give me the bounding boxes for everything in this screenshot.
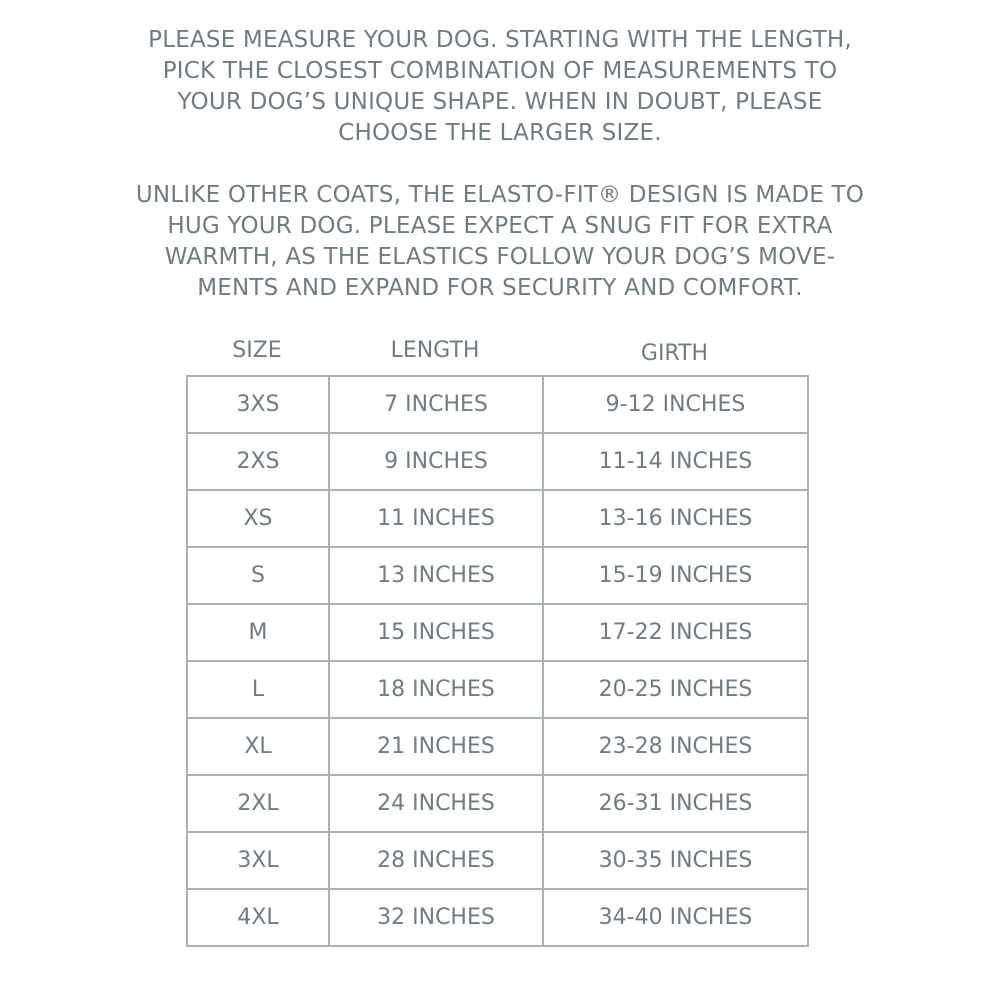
fit-note-line: HUG YOUR DOG. PLEASE EXPECT A SNUG FIT FOR EXTRA (167, 213, 833, 239)
size-cell: XL (187, 718, 329, 775)
girth-cell: 15-19 INCHES (543, 547, 808, 604)
size-cell: S (187, 547, 329, 604)
length-cell: 9 INCHES (329, 433, 543, 490)
measuring-instructions (0, 25, 1000, 149)
size-cell: L (187, 661, 329, 718)
length-cell: 13 INCHES (329, 547, 543, 604)
length-column-header: LENGTH (390, 338, 480, 363)
table-row (187, 490, 808, 547)
size-cell: 2XL (187, 775, 329, 832)
size-cell: 3XS (187, 376, 329, 433)
girth-cell: 23-28 INCHES (543, 718, 808, 775)
size-cell: M (187, 604, 329, 661)
table-row (187, 718, 808, 775)
length-cell: 28 INCHES (329, 832, 543, 889)
table-row (187, 661, 808, 718)
length-cell: 32 INCHES (329, 889, 543, 946)
instructions-line: PLEASE MEASURE YOUR DOG. STARTING WITH THE LENGTH, (148, 27, 852, 53)
size-cell: 2XS (187, 433, 329, 490)
girth-cell: 26-31 INCHES (543, 775, 808, 832)
girth-column-header: GIRTH (640, 341, 709, 366)
length-cell: 11 INCHES (329, 490, 543, 547)
size-cell: 3XL (187, 832, 329, 889)
length-cell: 24 INCHES (329, 775, 543, 832)
table-row (187, 832, 808, 889)
fit-note-line: UNLIKE OTHER COATS, THE ELASTO-FIT® DESIGN IS MADE TO (135, 182, 865, 208)
length-cell: 7 INCHES (329, 376, 543, 433)
length-cell: 21 INCHES (329, 718, 543, 775)
instructions-line: PICK THE CLOSEST COMBINATION OF MEASUREMENTS TO (162, 58, 838, 84)
girth-cell: 20-25 INCHES (543, 661, 808, 718)
fit-note (0, 180, 1000, 304)
table-row (187, 889, 808, 946)
size-cell: 4XL (187, 889, 329, 946)
table-row (187, 433, 808, 490)
size-table-headers (186, 338, 807, 372)
instructions-line: CHOOSE THE LARGER SIZE. (338, 120, 662, 146)
girth-cell: 13-16 INCHES (543, 490, 808, 547)
table-row (187, 604, 808, 661)
table-row (187, 775, 808, 832)
girth-cell: 11-14 INCHES (543, 433, 808, 490)
size-cell: XS (187, 490, 329, 547)
size-column-header: SIZE (232, 338, 282, 363)
size-chart-table (186, 375, 809, 947)
instructions-line: YOUR DOG’S UNIQUE SHAPE. WHEN IN DOUBT, PLEASE (177, 89, 823, 115)
length-cell: 18 INCHES (329, 661, 543, 718)
girth-cell: 34-40 INCHES (543, 889, 808, 946)
girth-cell: 9-12 INCHES (543, 376, 808, 433)
girth-cell: 17-22 INCHES (543, 604, 808, 661)
girth-cell: 30-35 INCHES (543, 832, 808, 889)
fit-note-line: MENTS AND EXPAND FOR SECURITY AND COMFORT. (197, 275, 803, 301)
table-row (187, 547, 808, 604)
fit-note-line: WARMTH, AS THE ELASTICS FOLLOW YOUR DOG’S MOVE- (164, 244, 836, 270)
table-row (187, 376, 808, 433)
length-cell: 15 INCHES (329, 604, 543, 661)
